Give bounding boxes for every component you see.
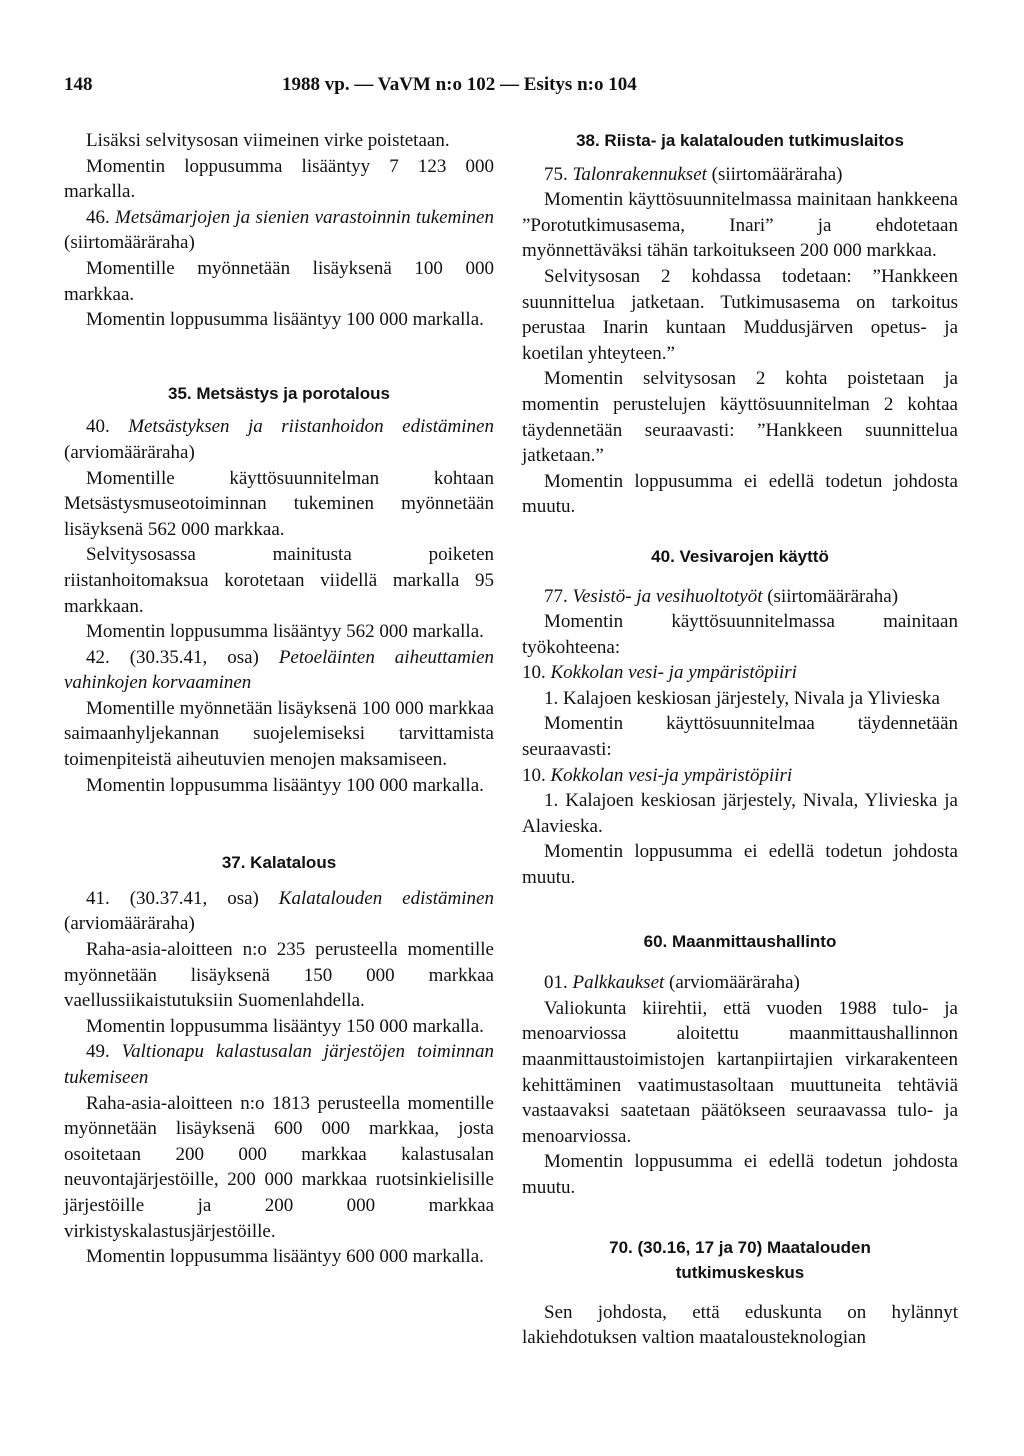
paragraph: Momentin käyttösuunnitelmassa mainitaan työkohteena: [522,611,958,658]
section-heading: 37. Kalatalous [221,853,337,873]
section-heading: 40. Vesivarojen käyttö [651,546,829,566]
paragraph: Momentin loppusumma ei edellä todetun johdosta muutu. [522,470,958,518]
paragraph: Sen johdosta, että eduskunta on hylännyt lakiehdotuksen valtion maatalousteknologian [522,1301,958,1349]
list-item: 1. Kalajoen keskiosan järjestely, Nivala, Ylivieska ja Alavieska. [522,790,958,837]
paragraph: Momentin loppusumma ei edellä todetun johdosta muutu. [522,1151,958,1198]
paragraph: Momentille myönnetään lisäyksenä 100 000 markkaa. [64,257,494,305]
paragraph: Selvitysosan 2 kohdassa todetaan: ”Hankkeen suunnittelua jatketaan. Tutkimusasema on tarkoitus perustaa Inarin kuntaan Muddusjärven opetus- ja koetilan yhteyteen.” [522,265,958,364]
moment-heading: 42. (30.35.41, osa) Petoeläinten aiheuttamien vahinkojen korvaaminen [64,646,494,694]
moment-heading: 46. Metsämarjojen ja sienien varastoinnin tukeminen (siirtomääräraha) [64,206,494,254]
section-heading: 70. (30.16, 17 ja 70) Maatalouden tutkimuskeskus [609,1237,871,1283]
paragraph: Momentin selvitysosan 2 kohta poistetaan ja momentin perustelujen käyttösuunnitelman 2 kohtaa täydennetään seuraavasti: ”Hankkeen suunnittelua jatketaan.” [522,368,958,467]
moment-heading: 40. Metsästyksen ja riistanhoidon edistäminen (arviomääräraha) [64,416,494,463]
right-column [522,128,958,1351]
paragraph: Selvitysosassa mainitusta poiketen riistanhoitomaksua korotetaan viidellä markalla 95 markkaan. [64,544,494,617]
paragraph: Momentin loppusumma lisääntyy 600 000 markalla. [86,1246,484,1268]
page-number: 148 [64,74,93,95]
running-header: 1988 vp. — VaVM n:o 102 — Esitys n:o 104 [282,74,637,95]
paragraph: Lisäksi selvitysosan viimeinen virke poistetaan. [86,130,450,151]
paragraph: Momentin käyttösuunnitelmaa täydennetään seuraavasti: [522,713,958,761]
section-heading: 38. Riista- ja kalatalouden tutkimuslaitos [576,131,904,150]
left-column [64,128,494,1270]
paragraph: Raha-asia-aloitteen n:o 235 perusteella momentille myönnetään lisäyksenä 150 000 markkaa vaellussiikaistutuksiin Suomenlahdella. [64,939,494,1012]
district-line: 10. Kokkolan vesi-ja ympäristöpiiri [522,764,793,786]
paragraph: Valiokunta kiirehtii, että vuoden 1988 tulo- ja menoarviossa aloitettu maanmittaushallinnon maanmittaustoimistojen kartanpiirtajien virkarakenteen kehittäminen vaatimustasoltaan muuttuneita tehtäviä vastaavaksi saatetaan päätökseen seuraavassa tulo- ja menoarviossa. [522,997,958,1147]
paragraph: Momentin käyttösuunnitelmassa mainitaan hankkeena ”Porotutkimusasema, Inari” ja ehdotetaan myönnettäväksi tähän tarkoitukseen 200 000 markkaa. [522,189,958,262]
paragraph: Momentin loppusumma lisääntyy 100 000 markalla. [86,309,484,331]
list-item: 1. Kalajoen keskiosan järjestely, Nivala ja Ylivieska [544,687,940,709]
paragraph: Momentille myönnetään lisäyksenä 100 000 markkaa saimaanhyljekannan suojelemiseksi tarvittamista toimenpiteistä aiheutuvien menojen maksamiseen. [64,697,494,771]
moment-heading: 75. Talonrakennukset (siirtomääräraha) [544,163,843,185]
moment-heading: 49. Valtionapu kalastusalan järjestöjen toiminnan tukemiseen [64,1041,494,1088]
paragraph: Raha-asia-aloitteen n:o 1813 perusteella momentille myönnetään lisäyksenä 600 000 markkaa, josta osoitetaan 200 000 markkaa kalastusalan neuvontajärjestöille, 200 000 markkaa ruotsinkielisille järjestöille ja 200 000 markkaa virkistyskalastusjärjestöille. [64,1092,494,1242]
district-line: 10. Kokkolan vesi- ja ympäristöpiiri [522,662,797,684]
section-heading: 60. Maanmittaushallinto [643,931,837,951]
paragraph: Momentin loppusumma lisääntyy 562 000 markalla. [86,621,484,643]
paragraph: Momentin loppusumma lisääntyy 7 123 000 markalla. [64,155,494,203]
moment-heading: 77. Vesistö- ja vesihuoltotyöt (siirtomääräraha) [544,585,899,607]
paragraph: Momentin loppusumma lisääntyy 150 000 markalla. [86,1015,484,1037]
paragraph: Momentin loppusumma lisääntyy 100 000 markalla. [86,774,484,796]
moment-heading: 41. (30.37.41, osa) Kalatalouden edistäminen (arviomääräraha) [64,887,494,935]
paragraph: Momentille käyttösuunnitelman kohtaan Metsästysmuseotoiminnan tukeminen myönnetään lisäyksenä 562 000 markkaa. [64,467,494,540]
paragraph: Momentin loppusumma ei edellä todetun johdosta muutu. [522,841,958,889]
moment-heading: 01. Palkkaukset (arviomääräraha) [544,972,800,994]
section-heading: 35. Metsästys ja porotalous [167,383,391,403]
